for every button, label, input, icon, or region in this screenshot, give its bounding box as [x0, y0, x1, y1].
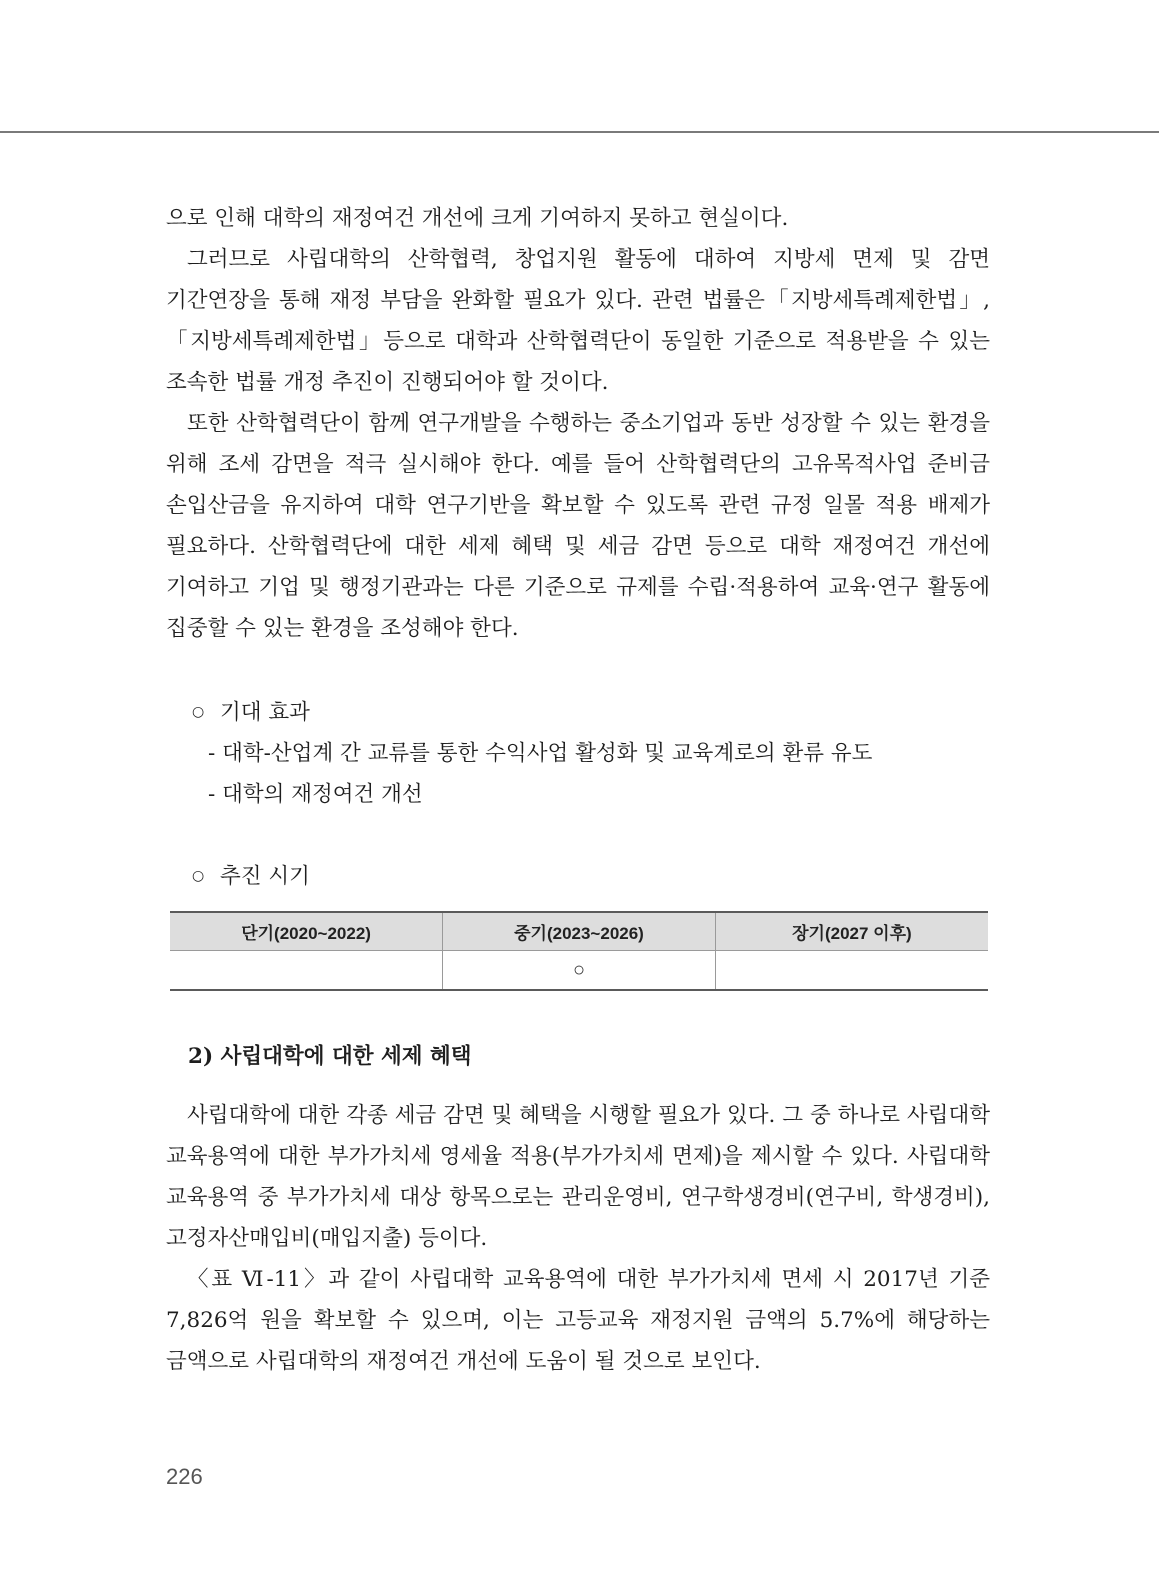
expected-effect-item: - 대학-산업계 간 교류를 통한 수익사업 활성화 및 교육계로의 환류 유도 [208, 741, 873, 766]
expected-effect-item: - 대학의 재정여건 개선 [208, 782, 423, 807]
paragraph-3: 또한 산학협력단이 함께 연구개발을 수행하는 중소기업과 동반 성장할 수 있는 환경을 위해 조세 감면을 적극 실시해야 한다. 예를 들어 산학협력단의 고유목적사업 준비금 손입산금을 유지하여 대학 연구기반을 확보할 수 있도록 관련 규정 일몰 적용 배제가 필요하다. 산학협력단에 대한 세제 혜택 및 세금 감면 등으로 대학 재정여건 개선에 기여하고 기업 및 행정기관과는 다른 기준으로 규제를 수립·적용하여 교육·연구 활동에 집중할 수 있는 환경을 조성해야 한다. [166, 411, 990, 641]
circle-bullet-icon: ○ [192, 868, 205, 884]
cell-short-term [170, 951, 443, 991]
column-header-mid-term: 중기(2023~2026) [443, 912, 716, 951]
section-title: 2) 사립대학에 대한 세제 혜택 [188, 1044, 472, 1069]
circle-bullet-icon: ○ [192, 704, 205, 720]
page-number: 226 [166, 1464, 203, 1489]
schedule-heading [192, 856, 310, 897]
column-header-short-term: 단기(2020~2022) [170, 912, 443, 951]
table-row [170, 951, 988, 991]
column-header-long-term: 장기(2027 이후) [715, 912, 988, 951]
cell-mid-term: ○ [443, 951, 716, 991]
schedule-table [170, 911, 988, 991]
header-rule [0, 131, 1159, 133]
cell-long-term [715, 951, 988, 991]
paragraph-4: 사립대학에 대한 각종 세금 감면 및 혜택을 시행할 필요가 있다. 그 중 하나로 사립대학 교육용역에 대한 부가가치세 영세율 적용(부가가치세 면제)을 제시할 수 있다. 사립대학 교육용역 중 부가가치세 대상 항목으로는 관리운영비, 연구학생경비(연구비, 학생경비), 고정자산매입비(매입지출) 등이다. [166, 1103, 990, 1251]
paragraph-2: 그러므로 사립대학의 산학협력, 창업지원 활동에 대하여 지방세 면제 및 감면 기간연장을 통해 재정 부담을 완화할 필요가 있다. 관련 법률은「지방세특례제한법」,「지방세특례제한법」등으로 대학과 산학협력단이 동일한 기준으로 적용받을 수 있는 조속한 법률 개정 추진이 진행되어야 할 것이다. [166, 247, 990, 395]
paragraph-1: 으로 인해 대학의 재정여건 개선에 크게 기여하지 못하고 현실이다. [166, 206, 789, 231]
expected-effects-heading [192, 692, 310, 733]
schedule-label: 추진 시기 [220, 864, 310, 889]
paragraph-5: 〈표 Ⅵ-11〉과 같이 사립대학 교육용역에 대한 부가가치세 면세 시 2017년 기준 7,826억 원을 확보할 수 있으며, 이는 고등교육 재정지원 금액의 5.7%에 해당하는 금액으로 사립대학의 재정여건 개선에 도움이 될 것으로 보인다. [166, 1267, 990, 1374]
expected-effects-label: 기대 효과 [220, 700, 310, 725]
table-header-row [170, 912, 988, 951]
